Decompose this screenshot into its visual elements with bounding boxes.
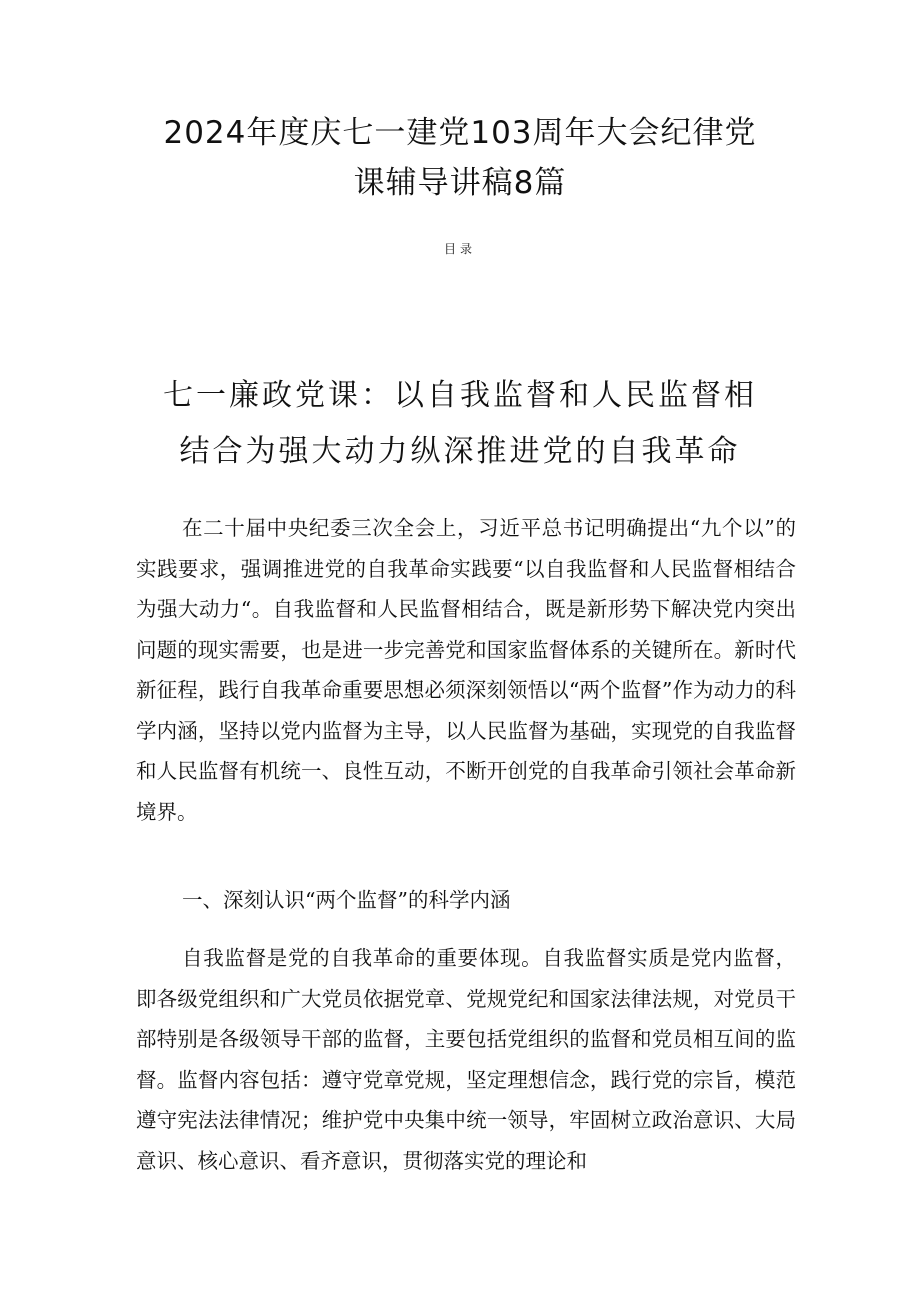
body-paragraph-self-supervision: 自我监督是党的自我革命的重要体现。自我监督实质是党内监督，即各级党组织和广大党员依据党章、党规党纪和国家法律法规，对党员干部特别是各级领导干部的监督，主要包括党组织的监督和党员相互间的监督。监督内容包括：遵守党章党规，坚定理想信念，践行党的宗旨，模范遵守宪法法律情况；维护党中央集中统一领导，牢固树立政治意识、大局意识、核心意识、看齐意识，贯彻落实党的理论和 [136, 946, 796, 1173]
body-paragraph-intro: 在二十届中央纪委三次全会上，习近平总书记明确提出“九个以”的实践要求，强调推进党的自我革命实践要“以自我监督和人民监督相结合为强大动力“。自我监督和人民监督相结合，既是新形势下解决党内突出问题的现实需要，也是进一步完善党和国家监督体系的关键所在。新时代新征程，践行自我革命重要思想必须深刻领悟以“两个监督”作为动力的科学内涵，坚持以党内监督为主导，以人民监督为基础，实现党的自我监督和人民监督有机统一、良性互动，不断开创党的自我革命引领社会革命新境界。 [136, 516, 796, 824]
document-title-line-1: 2024年度庆七一建党103周年大会纪律党 [163, 115, 757, 151]
document-title-line-2: 课辅导讲稿8篇 [353, 165, 567, 201]
subheading-scientific-connotation: 一、深刻认识“两个监督”的科学内涵 [182, 888, 511, 912]
table-of-contents-label: 目录 [443, 242, 476, 256]
section-title-line-2: 结合为强大动力纵深推进党的自我革命 [179, 434, 741, 469]
section-title-line-1: 七一廉政党课：以自我监督和人民监督相 [163, 378, 757, 413]
document-title [120, 108, 800, 208]
section-title [100, 368, 820, 480]
